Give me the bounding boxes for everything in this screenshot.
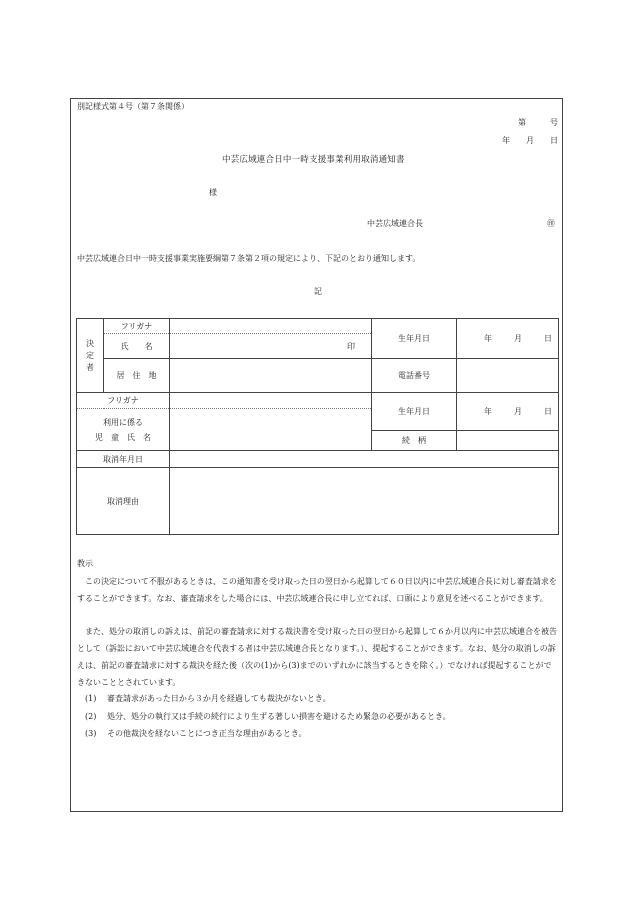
furigana-label: フリガナ [104,319,170,334]
addressee: 様 [209,188,217,197]
child-birthdate-label: 生年月日 [372,393,457,431]
child-furigana-field[interactable] [170,393,372,409]
child-month-label: 月 [514,407,522,416]
birthdate-field[interactable] [457,319,559,359]
year-label: 年 [484,334,492,343]
phone-field[interactable] [457,359,559,393]
child-day-label: 日 [544,407,552,416]
cancel-date-field[interactable] [170,451,559,468]
instruction-paragraph-2: また、処分の取消しの訴えは、前記の審査請求に対する裁決書を受け取った日の翌日から起算して６か月以内に中芸広域連合を被告として（訴訟において中芸広域連合を代表する者は中芸広域連合長となります。）、提起することができます。なお、処分の取消しの訴えは、前記の審査請求に対する裁決を経た後（次の(1)から(3)までのいずれかに該当するときを除く。）でなければ提起することができないこととされています。 [77,627,557,687]
furigana-field[interactable] [170,319,372,334]
child-year-label: 年 [484,407,492,416]
child-label-line-2: 児 童 氏 名 [95,432,151,442]
name-label: 氏 名 [104,334,170,359]
document-number: 第 号 [518,118,558,127]
child-name-label-cell [77,409,170,451]
list-item: (1) 審査請求があった日から３か月を経過しても裁決がないとき。 [85,694,331,703]
intro-text: 中芸広域連合日中一時支援事業実施要綱第７条第２項の規定により、下記のとおり通知します。 [77,254,421,263]
seal-mark: ㊞ [547,219,555,228]
day-label: 日 [544,334,552,343]
cancel-reason-label: 取消理由 [77,468,170,535]
list-item: (3) その他裁決を経ないことにつき正当な理由があるとき。 [85,729,307,738]
child-furigana-label: フリガナ [77,393,170,409]
seal-label: 印 [347,341,355,351]
instruction-paragraph-1: この決定について不服があるときは、この通知書を受け取った日の翌日から起算して６０日以内に中芸広域連合長に対し審査請求をすることができます。なお、審査請求をした場合には、中芸広域連合長に申し立てれば、口頭により意見を述べることができます。 [77,577,557,603]
form-label: 別記様式第４号（第７条関係） [77,102,189,111]
address-field[interactable] [170,359,372,393]
list-item: (2) 処分、処分の執行又は手続の続行により生ずる著しい損害を避けるため緊急の必要があるとき。 [85,711,451,721]
instruction-list [85,690,451,743]
instruction-title: 教示 [77,559,93,568]
month-label: 月 [514,334,522,343]
issue-date: 年 月 日 [502,136,558,145]
child-label-line-1: 利用に係る [103,417,143,427]
page-title: 中芸広域連合日中一時支援事業利用取消通知書 [222,155,405,165]
child-birthdate-field[interactable] [457,393,559,431]
birthdate-label: 生年月日 [372,319,457,359]
ki-heading: 記 [314,287,322,296]
relation-label: 続 柄 [372,431,457,451]
issuer-name: 中芸広域連合長 [367,219,423,228]
cancel-reason-field[interactable] [170,468,559,535]
child-name-field[interactable] [170,409,372,451]
notice-table [76,318,559,535]
relation-field[interactable] [457,431,559,451]
decider-label: 決 定 者 [86,338,94,372]
cancel-date-label: 取消年月日 [77,451,170,468]
address-label: 居 住 地 [104,359,170,393]
name-field[interactable] [170,334,372,359]
phone-label: 電話番号 [372,359,457,393]
decider-label-cell [77,319,104,393]
